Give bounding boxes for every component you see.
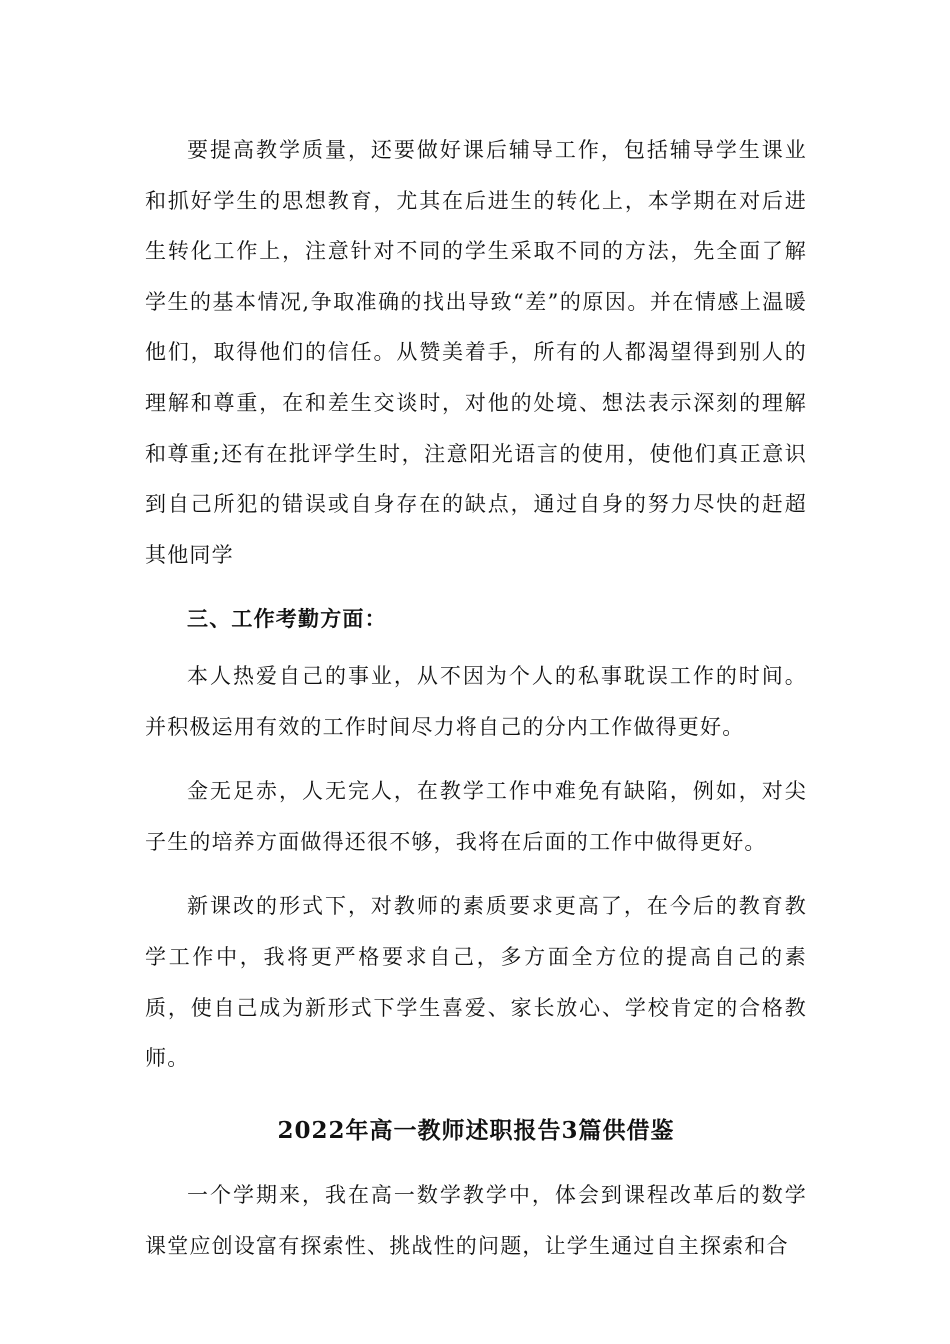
document-title: 2022年高一教师述职报告3篇供借鉴 <box>277 1116 675 1144</box>
document-page <box>145 125 807 1271</box>
paragraph-reform: 新课改的形式下，对教师的素质要求更高了，在今后的教育教学工作中，我将更严格要求自己，多方面全方位的提高自己的素质，使自己成为新形式下学生喜爱、家长放心、学校肯定的合格教师。 <box>145 894 807 1071</box>
section-heading-attendance: 三、工作考勤方面： <box>187 606 387 632</box>
paragraph-semester-intro: 一个学期来，我在高一数学教学中，体会到课程改革后的数学课堂应创设富有探索性、挑战性的问题，让学生通过自主探索和合 <box>145 1183 807 1258</box>
paragraph-tutoring: 要提高教学质量，还要做好课后辅导工作，包括辅导学生课业和抓好学生的思想教育，尤其在后进生的转化上，本学期在对后进生转化工作上，注意针对不同的学生采取不同的方法，先全面了解学生的基本情况,争取准确的找出导致“差”的原因。并在情感上温暖他们，取得他们的信任。从赞美着手，所有的人都渴望得到别人的理解和尊重，在和差生交谈时，对他的处境、想法表示深刻的理解和尊重;还有在批评学生时，注意阳光语言的使用，使他们真正意识到自己所犯的错误或自身存在的缺点，通过自身的努力尽快的赶超其他同学 <box>145 138 807 567</box>
paragraph-dedication: 本人热爱自己的事业，从不因为个人的私事耽误工作的时间。并积极运用有效的工作时间尽力将自己的分内工作做得更好。 <box>145 663 807 739</box>
paragraph-shortcomings: 金无足赤，人无完人，在教学工作中难免有缺陷，例如，对尖子生的培养方面做得还很不够，我将在后面的工作中做得更好。 <box>145 779 807 854</box>
